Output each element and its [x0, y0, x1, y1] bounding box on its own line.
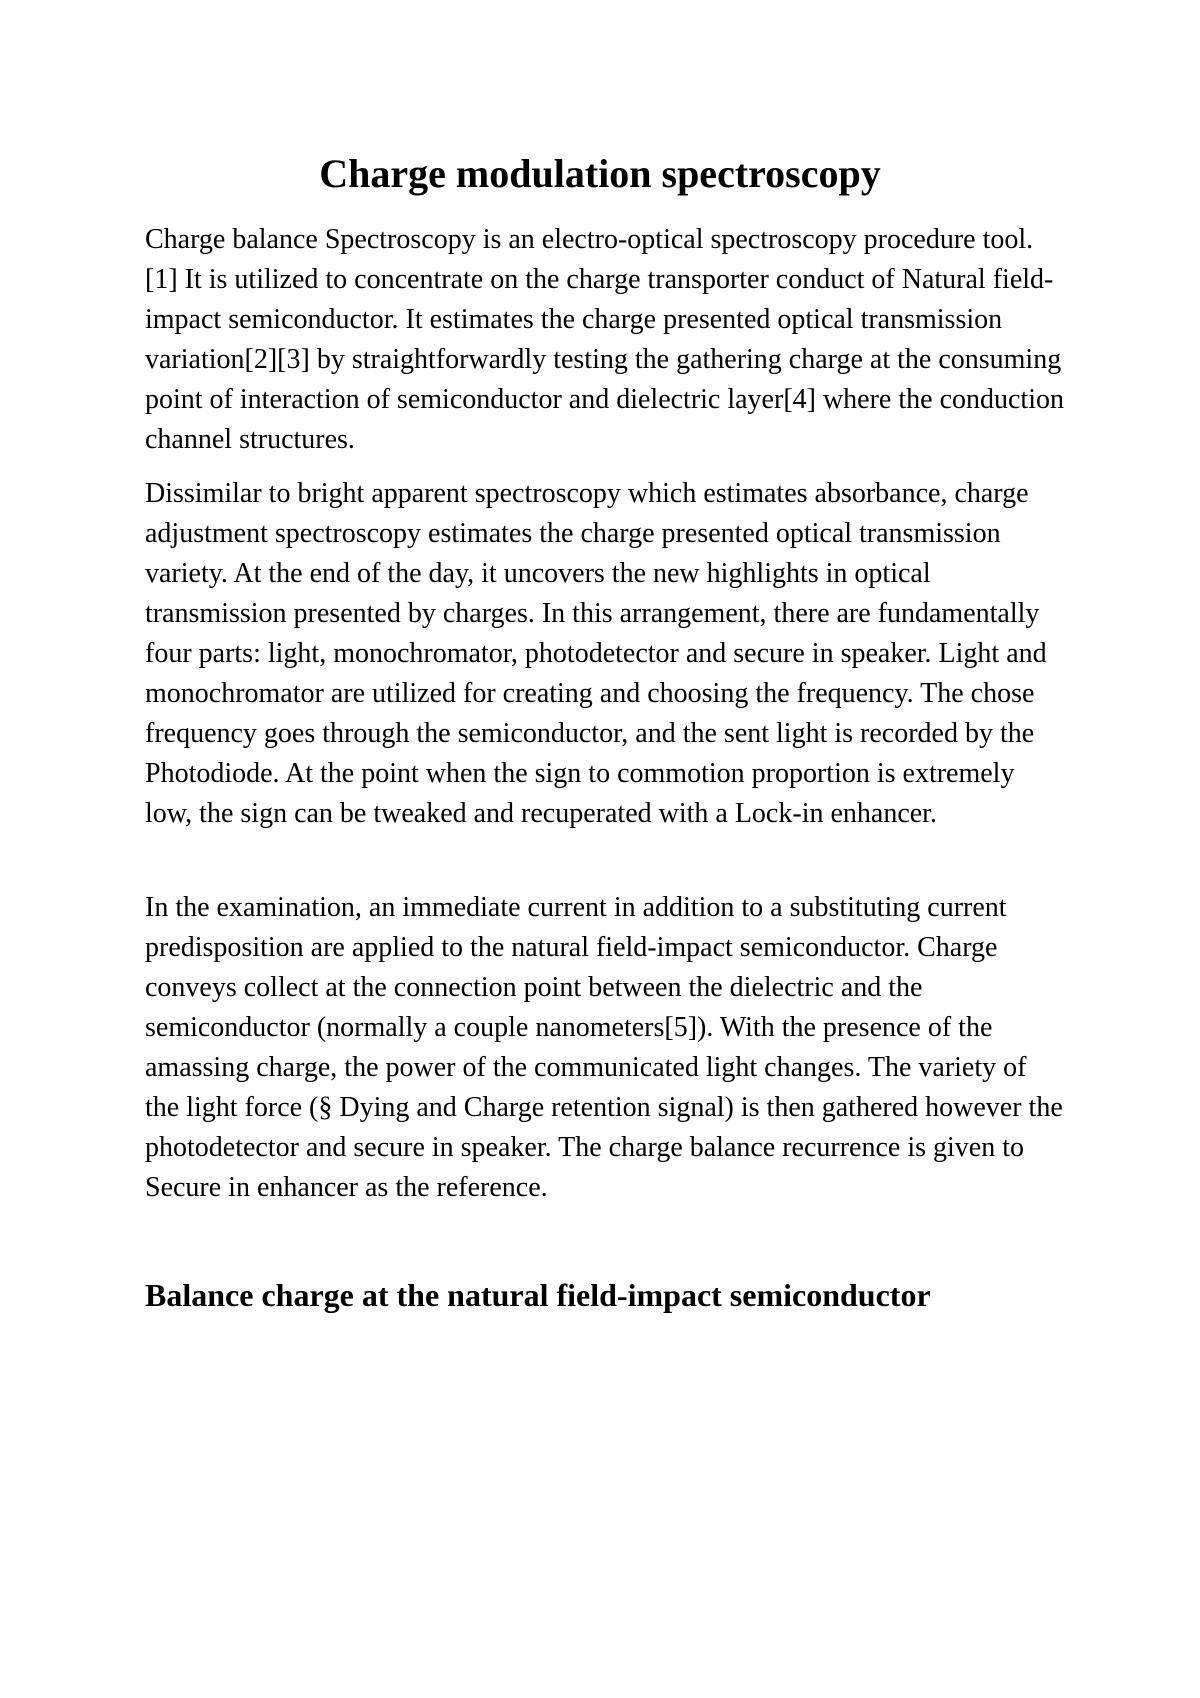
paragraph-spectroscopy-setup: Dissimilar to bright apparent spectroscopy which estimates absorbance, charge adjustment spectroscopy estimates the charge presented optical transmission variety. At the end of the day, it uncovers the new highlights in optical transmission presented by charges. In this arrangement, there are fundamentally four parts: light, monochromator, photodetector and secure in speaker. Light and monochromator are utilized for creating and choosing the frequency. The chose frequency goes through the semiconductor, and the sent light is recorded by the Photodiode. At the point when the sign to commotion proportion is extremely low, the sign can be tweaked and recuperated with a Lock-in enhancer. — [145, 478, 1047, 829]
page-title: Charge modulation spectroscopy — [319, 151, 881, 196]
section-heading: Balance charge at the natural field-impact semiconductor — [145, 1277, 931, 1313]
paragraph-examination: In the examination, an immediate current in addition to a substituting current predisposition are applied to the natural field-impact semiconductor. Charge conveys collect at the connection point between the dielectric and the semiconductor (normally a couple nanometers[5]). With the presence of the amassing charge, the power of the communicated light changes. The variety of the light force (§ Dying and Charge retention signal) is then gathered however the photodetector and secure in speaker. The charge balance recurrence is given to Secure in enhancer as the reference. — [145, 892, 1063, 1203]
paragraph-intro: Charge balance Spectroscopy is an electro-optical spectroscopy procedure tool.[1] It is utilized to concentrate on the charge transporter conduct of Natural field-impact semiconductor. It estimates the charge presented optical transmission variation[2][3] by straightforwardly testing the gathering charge at the consuming point of interaction of semiconductor and dielectric layer[4] where the conduction channel structures. — [145, 224, 1064, 455]
